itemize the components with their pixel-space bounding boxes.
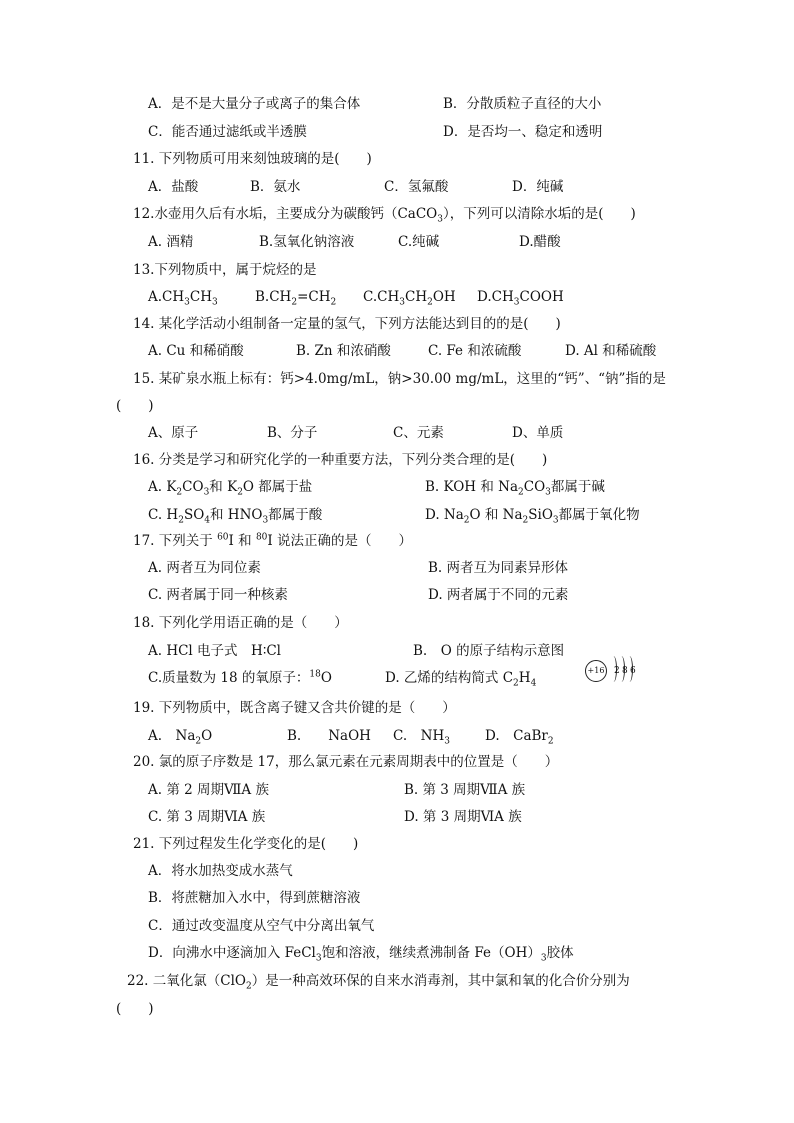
text-run: B、分子 — [267, 425, 318, 441]
text-line-q17a — [148, 559, 261, 577]
text-run: 3 — [315, 953, 322, 964]
text-run: H — [518, 670, 531, 686]
text-run: A. 酒精 — [148, 234, 194, 250]
text-line-q16c — [148, 506, 322, 524]
text-run: A．是不是大量分子或离子的集合体 — [148, 96, 361, 112]
text-run: 2 — [513, 678, 519, 689]
text-run: C．通过改变温度从空气中分离出氧气 — [148, 918, 375, 934]
text-line-q20b — [404, 781, 525, 799]
text-run: C、元素 — [393, 425, 444, 441]
text-run: 18 — [309, 669, 321, 680]
text-run: B. 两者互为同素异形体 — [428, 560, 569, 576]
text-run: B．分散质粒子直径的大小 — [443, 96, 602, 112]
text-run: 饱和溶液，继续煮沸制备 Fe（OH） — [321, 945, 541, 961]
text-line-q18 — [133, 614, 348, 632]
text-line-q14b — [296, 342, 391, 360]
text-line-q15p — [116, 397, 154, 415]
text-run: ）是一种高效环保的自来水消毒剂，其中氯和氧的化合价分别为 — [251, 973, 630, 989]
text-line-q18d — [385, 669, 536, 687]
text-run: A. HCl 电子式 H∶Cl — [148, 643, 281, 659]
text-run: 3 — [444, 736, 450, 747]
shell-count-2: 8 — [622, 666, 628, 676]
text-run: A．将水加热变成水蒸气 — [148, 863, 293, 879]
text-run: D. Na — [425, 507, 464, 523]
text-line-q11c — [384, 178, 448, 196]
shell-count-1: 2 — [614, 666, 620, 676]
text-line-q14d — [565, 342, 656, 360]
text-line-q17b — [428, 559, 568, 577]
text-run: A. Cu 和稀硝酸 — [148, 343, 244, 359]
text-line-q14a — [148, 342, 244, 360]
text-run: 2 — [463, 515, 470, 526]
text-run: =CH — [297, 289, 331, 305]
text-run: CO — [523, 479, 546, 495]
atom-nucleus: +16 — [585, 660, 607, 682]
text-run: D.CH — [477, 289, 514, 305]
text-line-q12b — [259, 233, 354, 251]
text-run: 和 HNO — [210, 507, 263, 523]
text-run: D．纯碱 — [512, 179, 564, 195]
text-line-q17 — [133, 532, 412, 550]
text-run: B. Zn 和浓硝酸 — [296, 343, 391, 359]
text-line-l1b — [443, 95, 601, 113]
text-run: 2 — [237, 487, 243, 498]
text-run: CO — [182, 479, 204, 495]
text-run: 13.下列物质中，属于烷烃的是 — [133, 262, 317, 278]
text-run: A. 第 2 周期ⅦA 族 — [148, 782, 269, 798]
text-run: 3 — [399, 297, 405, 308]
text-run: 2 — [176, 487, 183, 498]
text-run: 4 — [530, 678, 537, 689]
text-line-q19d — [485, 727, 554, 745]
text-run: D、单质 — [512, 425, 564, 441]
text-line-q16b — [425, 478, 605, 496]
text-run: O 都属于盐 — [242, 479, 313, 495]
text-run: C. Fe 和浓硫酸 — [428, 343, 522, 359]
text-line-l2 — [148, 123, 307, 141]
text-run: B. KOH 和 Na — [425, 479, 519, 495]
text-run: SO — [183, 507, 205, 523]
text-run: 和 K — [209, 479, 238, 495]
text-run: 2 — [522, 515, 529, 526]
text-run: SiO — [528, 507, 553, 523]
text-run: D．向沸水中逐滴加入 FeCl — [148, 945, 316, 961]
text-run: A．盐酸 — [148, 179, 199, 195]
text-run: B. 第 3 周期ⅦA 族 — [404, 782, 526, 798]
shell-count-3: 6 — [630, 666, 636, 676]
text-run: A.CH — [148, 289, 185, 305]
text-run: C. 第 3 周期ⅥA 族 — [148, 809, 266, 825]
text-line-q15 — [133, 370, 666, 388]
text-run: B．氨水 — [250, 179, 301, 195]
text-run: B. O 的原子结构示意图 — [413, 643, 565, 659]
text-run: I 说法正确的是（ ） — [267, 533, 413, 549]
text-line-q15a — [148, 424, 198, 442]
text-line-q13b — [255, 288, 336, 306]
text-run: 3 — [184, 297, 190, 308]
text-line-q20 — [133, 753, 558, 771]
text-line-q11b — [250, 178, 300, 196]
text-run: 60 — [217, 532, 229, 543]
text-run: 2 — [245, 981, 252, 992]
text-line-q14c — [428, 342, 521, 360]
text-run: 21. 下列过程发生化学变化的是( ) — [133, 836, 359, 852]
text-line-q19a — [148, 727, 212, 745]
text-line-q13c — [363, 288, 456, 306]
text-run: D. CaBr — [485, 728, 548, 744]
text-line-q18b — [413, 642, 564, 660]
text-run: 2 — [178, 515, 184, 526]
text-line-q21d — [148, 944, 574, 962]
text-run: COOH — [519, 289, 564, 305]
text-run: 4 — [204, 515, 211, 526]
text-run: 2 — [330, 297, 337, 308]
text-run: CH — [189, 289, 212, 305]
text-line-q11 — [133, 150, 372, 168]
text-run: 2 — [518, 487, 524, 498]
text-run: 2 — [291, 297, 298, 308]
text-run: C．氢氟酸 — [384, 179, 449, 195]
text-line-l2b — [443, 123, 602, 141]
text-run: C．能否通过滤纸或半透膜 — [148, 124, 307, 140]
text-run: 2 — [547, 736, 554, 747]
text-line-q11a — [148, 178, 198, 196]
text-line-q11d — [512, 178, 563, 196]
text-run: 19. 下列物质中，既含离子键又含共价键的是（ ） — [133, 700, 456, 716]
text-line-q18c — [148, 669, 332, 687]
text-run: CH — [404, 289, 428, 305]
text-line-q21c — [148, 917, 374, 935]
text-run: 3 — [437, 214, 443, 225]
text-line-q19 — [133, 699, 456, 717]
text-line-q12a — [148, 233, 193, 251]
text-run: 14. 某化学活动小组制备一定量的氢气，下列方法能达到目的的是( ) — [133, 316, 561, 332]
text-run: 12.水壶用久后有水垢，主要成分为碳酸钙（CaCO — [133, 206, 438, 222]
text-run: A. Na — [148, 728, 196, 744]
text-run: B.氢氧化钠溶液 — [259, 234, 355, 250]
text-line-q21a — [148, 862, 293, 880]
text-run: A、原子 — [148, 425, 199, 441]
text-line-q14 — [133, 315, 561, 333]
text-run: B．将蔗糖加入水中，得到蔗糖溶液 — [148, 890, 361, 906]
text-run: O — [320, 670, 332, 686]
text-run: 2 — [427, 297, 433, 308]
text-run: ），下列可以清除水垢的是( ) — [442, 206, 636, 222]
text-line-q15c — [393, 424, 444, 442]
text-run: C. 两者属于同一种核素 — [148, 587, 288, 603]
text-run: 3 — [513, 297, 520, 308]
text-line-q12 — [133, 205, 636, 223]
text-line-q13 — [133, 261, 316, 279]
text-run: A. 两者互为同位素 — [148, 560, 261, 576]
text-run: D.醋酸 — [519, 234, 561, 250]
text-run: 15. 某矿泉水瓶上标有：钙>4.0mg/mL，钠>30.00 mg/mL，这里的“钙”、“钠”指的是 — [133, 371, 666, 387]
text-line-q16d — [425, 506, 640, 524]
text-run: 3 — [262, 515, 269, 526]
text-run: D. Al 和稀硫酸 — [565, 343, 657, 359]
text-line-q18a — [148, 642, 281, 660]
text-run: D．是否均一、稳定和透明 — [443, 124, 603, 140]
text-run: A. K — [148, 479, 177, 495]
text-line-q13d — [477, 288, 564, 306]
text-line-q17d — [428, 586, 568, 604]
text-line-l1 — [148, 95, 360, 113]
text-line-q19b — [287, 727, 371, 745]
text-run: B.CH — [255, 289, 292, 305]
text-run: C.质量数为 18 的氧原子： — [148, 670, 310, 686]
text-line-q15b — [267, 424, 317, 442]
text-run: C. H — [148, 507, 179, 523]
text-line-q20a — [148, 781, 269, 799]
text-run: D. 乙烯的结构简式 C — [385, 670, 514, 686]
text-line-q22 — [127, 972, 630, 990]
text-line-q16a — [148, 478, 312, 496]
text-line-q13a — [148, 288, 218, 306]
text-run: C.CH — [363, 289, 400, 305]
text-run: B. NaOH — [287, 728, 371, 744]
text-run: 18. 下列化学用语正确的是（ ） — [133, 615, 348, 631]
text-line-q20d — [404, 808, 522, 826]
text-run: I 和 — [228, 533, 256, 549]
text-line-q20c — [148, 808, 265, 826]
text-run: 3 — [203, 487, 210, 498]
text-run: O 和 Na — [469, 507, 523, 523]
text-run: D. 两者属于不同的元素 — [428, 587, 569, 603]
text-run: 3 — [552, 515, 559, 526]
text-run: D. 第 3 周期ⅥA 族 — [404, 809, 522, 825]
text-run: 22. 二氧化氯（ClO — [127, 973, 246, 989]
text-run: 都属于酸 — [268, 507, 323, 523]
text-line-q17c — [148, 586, 288, 604]
text-line-q12c — [398, 233, 439, 251]
text-run: 17. 下列关于 — [133, 533, 218, 549]
text-run: ( ) — [116, 1001, 154, 1017]
text-line-q22p — [116, 1000, 154, 1018]
text-run: 3 — [212, 297, 218, 308]
text-run: 3 — [540, 953, 547, 964]
text-line-q19c — [393, 727, 450, 745]
text-run: 2 — [195, 736, 202, 747]
text-run: 3 — [545, 487, 551, 498]
text-line-q15d — [512, 424, 563, 442]
text-run: 都属于碱 — [550, 479, 605, 495]
text-run: 胶体 — [546, 945, 574, 961]
text-run: 16. 分类是学习和研究化学的一种重要方法，下列分类合理的是( ) — [133, 452, 548, 468]
text-line-q12d — [519, 233, 561, 251]
text-line-q21b — [148, 889, 360, 907]
text-run: C.纯碱 — [398, 234, 440, 250]
text-run: ( ) — [116, 398, 154, 414]
text-line-q16 — [133, 451, 547, 469]
text-run: 11. 下列物质可用来刻蚀玻璃的是( ) — [133, 151, 372, 167]
text-run: 20. 氯的原子序数是 17，那么氯元素在元素周期表中的位置是（ ） — [133, 754, 559, 770]
text-run: 都属于氧化物 — [558, 507, 640, 523]
text-run: O — [201, 728, 213, 744]
text-run: OH — [432, 289, 456, 305]
text-line-q21 — [133, 835, 358, 853]
text-run: 80 — [255, 532, 268, 543]
text-run: C. NH — [393, 728, 445, 744]
